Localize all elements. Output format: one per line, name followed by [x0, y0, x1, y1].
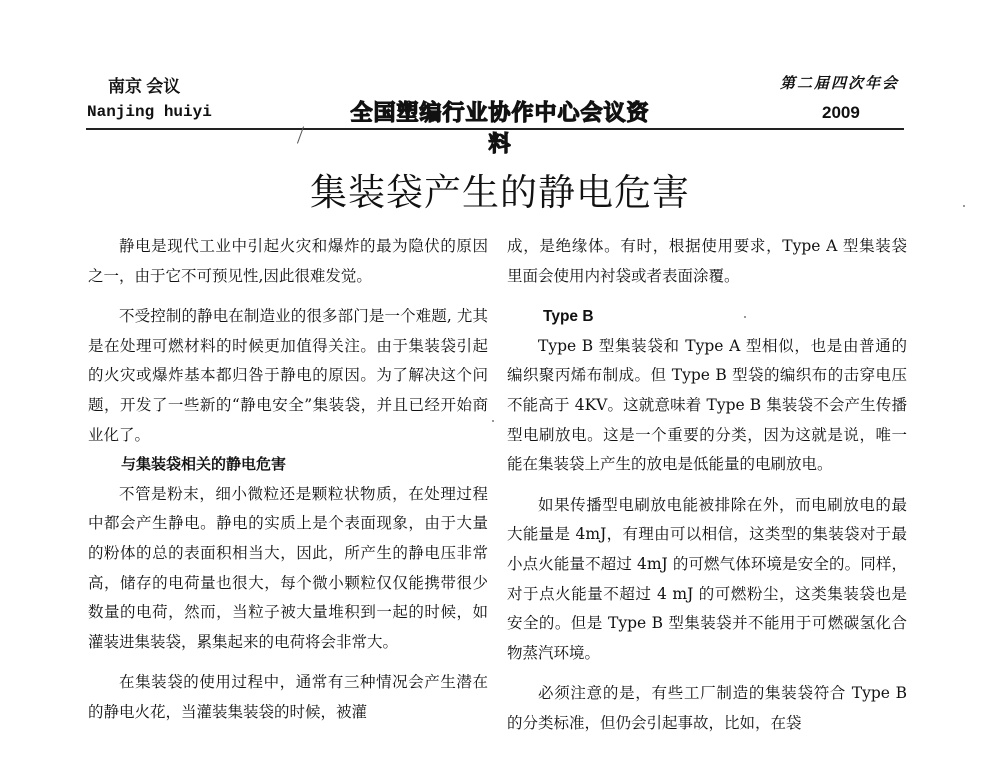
paragraph: 成，是绝缘体。有时，根据使用要求，Type A 型集装袋里面会使用内衬袋或者表面涂覆。 — [507, 237, 907, 285]
section-heading-type-b: Type B — [543, 308, 594, 326]
paragraph: Type B 型集装袋和 Type A 型相似，也是由普通的编织聚丙烯布制成。但 Type B 型袋的编织布的击穿电压不能高于 4KV。这就意味着 Type B 集装袋不会产生传播型电刷放电。这是一个重要的分类，因为这就是说，唯一能在集装袋上产生的放电是低能量的电刷放电。 — [507, 336, 907, 474]
paragraph: 不管是粉末，细小微粒还是颗粒状物质，在处理过程中都会产生静电。静电的实质上是个表面现象，由于大量的粉体的总的表面积相当大，因此，所产生的静电压非常高，储存的电荷量也很大，每个微小颗粒仅仅能携带很少数量的电荷，然而，当粒子被大量堆积到一起的时候，如灌装进集装袋，累集起来的电荷将会非常大。 — [88, 484, 488, 651]
right-column — [507, 232, 907, 739]
paragraph: 在集装袋的使用过程中，通常有三种情况会产生潜在的静电火花，当灌装集装袋的时候，被灌 — [88, 673, 488, 721]
paragraph: 必须注意的是，有些工厂制造的集装袋符合 Type B 的分类标准，但仍会引起事故，比如，在袋 — [507, 684, 907, 732]
scan-speck — [492, 420, 494, 422]
header-year: 2009 — [822, 103, 860, 122]
section-heading: 与集装袋相关的静电危害 — [121, 455, 287, 474]
scan-speck — [744, 316, 746, 318]
header-session: 第二届四次年会 — [780, 76, 900, 92]
paragraph: 如果传播型电刷放电能被排除在外，而电刷放电的最大能量是 4mJ，有理由可以相信，这类型的集装袋对于最小点火能量不超过 4mJ 的可燃气体环境是安全的。同样，对于点火能量不超过 4 mJ 的可燃粉尘，这类集装袋也是安全的。但是 Type B 型集装袋并不能用于可燃碳氢化合物蒸汽环境。 — [507, 495, 907, 662]
header-location-en: Nanjing huiyi — [87, 103, 212, 121]
paragraph: 静电是现代工业中引起火灾和爆炸的最为隐伏的原因之一，由于它不可预见性,因此很难发觉。 — [88, 237, 488, 285]
paragraph: 不受控制的静电在制造业的很多部门是一个难题, 尤其是在处理可燃材料的时候更加值得关注。由于集装袋引起的火灾或爆炸基本都归咎于静电的原因。为了解决这个问题，开发了一些新的“静电安全”集装袋，并且已经开始商业化了。 — [88, 307, 488, 444]
header-publication-title: 全国塑编行业协作中心会议资料 — [350, 101, 650, 157]
article-title: 集装袋产生的静电危害 — [310, 171, 690, 214]
header-rule — [86, 128, 904, 130]
header-location-cn: 南京 会议 — [108, 77, 181, 96]
scan-speck — [963, 205, 965, 207]
left-column — [88, 232, 488, 728]
